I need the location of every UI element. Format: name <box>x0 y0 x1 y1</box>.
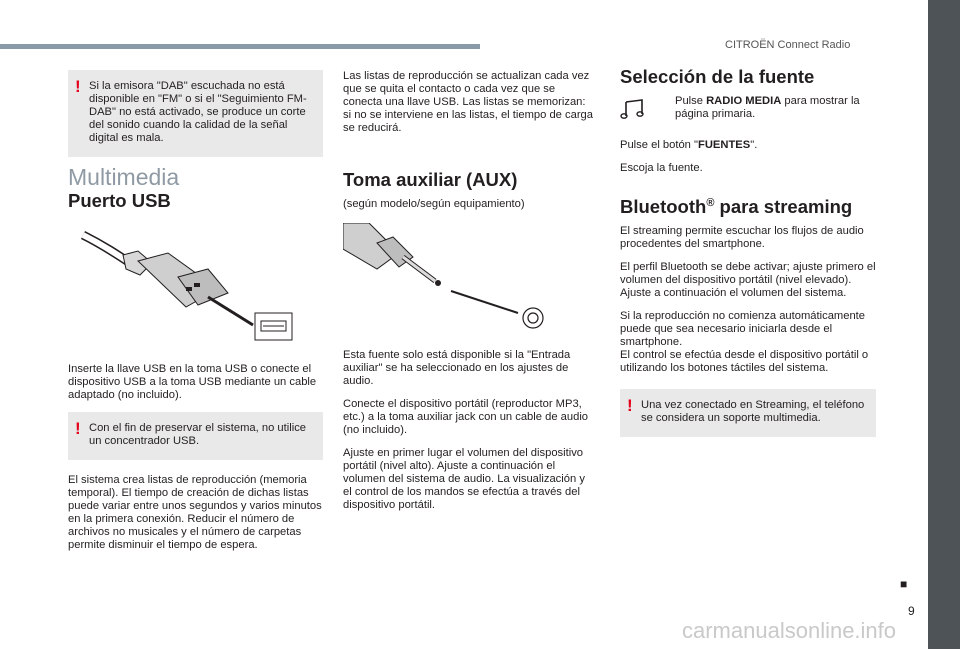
bluetooth-title <box>620 196 876 218</box>
header-rule <box>0 44 480 49</box>
section-title-multimedia: Multimedia <box>68 164 180 190</box>
choose-source-text: Escoja la fuente. <box>620 162 703 174</box>
aux-paragraph-2: Conecte el dispositivo portátil (reproductor MP3, etc.) a la toma auxiliar jack con un cable de audio (no incluido). <box>343 398 589 436</box>
radio-media-instruction <box>620 95 876 121</box>
aux-subtitle: (según modelo/según equipamiento) <box>343 198 525 210</box>
hub-notice <box>68 412 323 460</box>
column-middle <box>343 70 593 522</box>
press-prefix: Pulse <box>675 95 707 107</box>
aux-jack-illustration <box>343 223 593 333</box>
registered-mark: ® <box>706 197 715 209</box>
bluetooth-paragraph-2 <box>620 261 876 300</box>
aux-title: Toma auxiliar (AUX) <box>343 169 518 190</box>
dab-notice-text: Si la emisora "DAB" escuchada no está disponible en "FM" o si el "Seguimiento FM-DAB" no está activado, se produce un corte del sonido cuando la calidad de la señal digital es mala. <box>89 80 307 144</box>
usb-plug-illustration <box>68 227 323 345</box>
button-suffix: ". <box>750 139 758 151</box>
usb-title: Puerto USB <box>68 190 171 211</box>
column-right <box>620 66 876 451</box>
aux-paragraph-1: Esta fuente solo está disponible si la "Entrada auxiliar" se ha seleccionado en los ajustes de audio. <box>343 349 571 387</box>
bluetooth-paragraph-2a: El perfil Bluetooth se debe activar; ajuste primero el volumen del dispositivo portátil (nivel elevado). <box>620 261 876 287</box>
warning-icon: ! <box>627 396 633 416</box>
source-selection-title: Selección de la fuente <box>620 66 815 87</box>
page-number: 9 <box>908 604 915 618</box>
streaming-notice <box>620 389 876 437</box>
bluetooth-paragraph-3 <box>620 310 876 375</box>
fuentes-label: FUENTES <box>698 139 751 151</box>
button-prefix: Pulse el botón " <box>620 139 698 151</box>
side-tab <box>928 0 960 649</box>
warning-icon: ! <box>75 77 81 96</box>
bluetooth-title-main: Bluetooth <box>620 196 707 218</box>
continuation-marker: ■ <box>900 577 908 591</box>
bluetooth-paragraph-1: El streaming permite escuchar los flujos de audio procedentes del smartphone. <box>620 225 864 251</box>
column-left <box>68 70 323 562</box>
bluetooth-paragraph-2b: Ajuste a continuación el volumen del sistema. <box>620 287 847 300</box>
bluetooth-paragraph-3a: Si la reproducción no comienza automáticamente puede que sea necesario iniciarla desde el smartphone. <box>620 310 866 349</box>
playlist-update-paragraph: Las listas de reproducción se actualizan cada vez que se quita el contacto o cada vez que se conecta una llave USB. Las listas se memorizan: si no se interviene en las listas, el tiempo de carga se reducirá. <box>343 70 593 134</box>
sources-button-instruction <box>620 139 876 152</box>
radio-media-label: RADIO MEDIA <box>706 95 782 107</box>
bluetooth-paragraph-3b: El control se efectúa desde el dispositivo portátil o utilizando los botones táctiles del sistema. <box>620 349 869 375</box>
brand-header: CITROËN Connect Radio <box>725 39 851 51</box>
streaming-notice-text: Una vez conectado en Streaming, el teléfono se considera un soporte multimedia. <box>641 399 865 425</box>
usb-paragraph: Inserte la llave USB en la toma USB o conecte el dispositivo USB a la toma USB mediante un cable adaptado (no incluido). <box>68 363 317 401</box>
warning-icon: ! <box>75 419 81 438</box>
music-note-icon <box>620 98 646 120</box>
bluetooth-title-suffix: para streaming <box>714 196 853 218</box>
watermark: carmanualsonline.info <box>682 618 897 643</box>
playlist-paragraph: El sistema crea listas de reproducción (memoria temporal). El tiempo de creación de dichas listas puede variar entre unos segundos y varios minutos en la primera conexión. Reducir el número de archivos no musicales y el número de carpetas permite disminuir el tiempo de espera. <box>68 474 322 551</box>
dab-notice <box>68 70 323 157</box>
press-suffix: para mostrar la página primaria. <box>675 95 860 120</box>
aux-paragraph-3: Ajuste en primer lugar el volumen del dispositivo portátil (nivel alto). Ajuste a continuación el volumen del sistema de audio. La visualización y el control de los mandos se efectúa a través del dispositivo portátil. <box>343 447 585 511</box>
hub-notice-text: Con el fin de preservar el sistema, no utilice un concentrador USB. <box>89 422 307 447</box>
